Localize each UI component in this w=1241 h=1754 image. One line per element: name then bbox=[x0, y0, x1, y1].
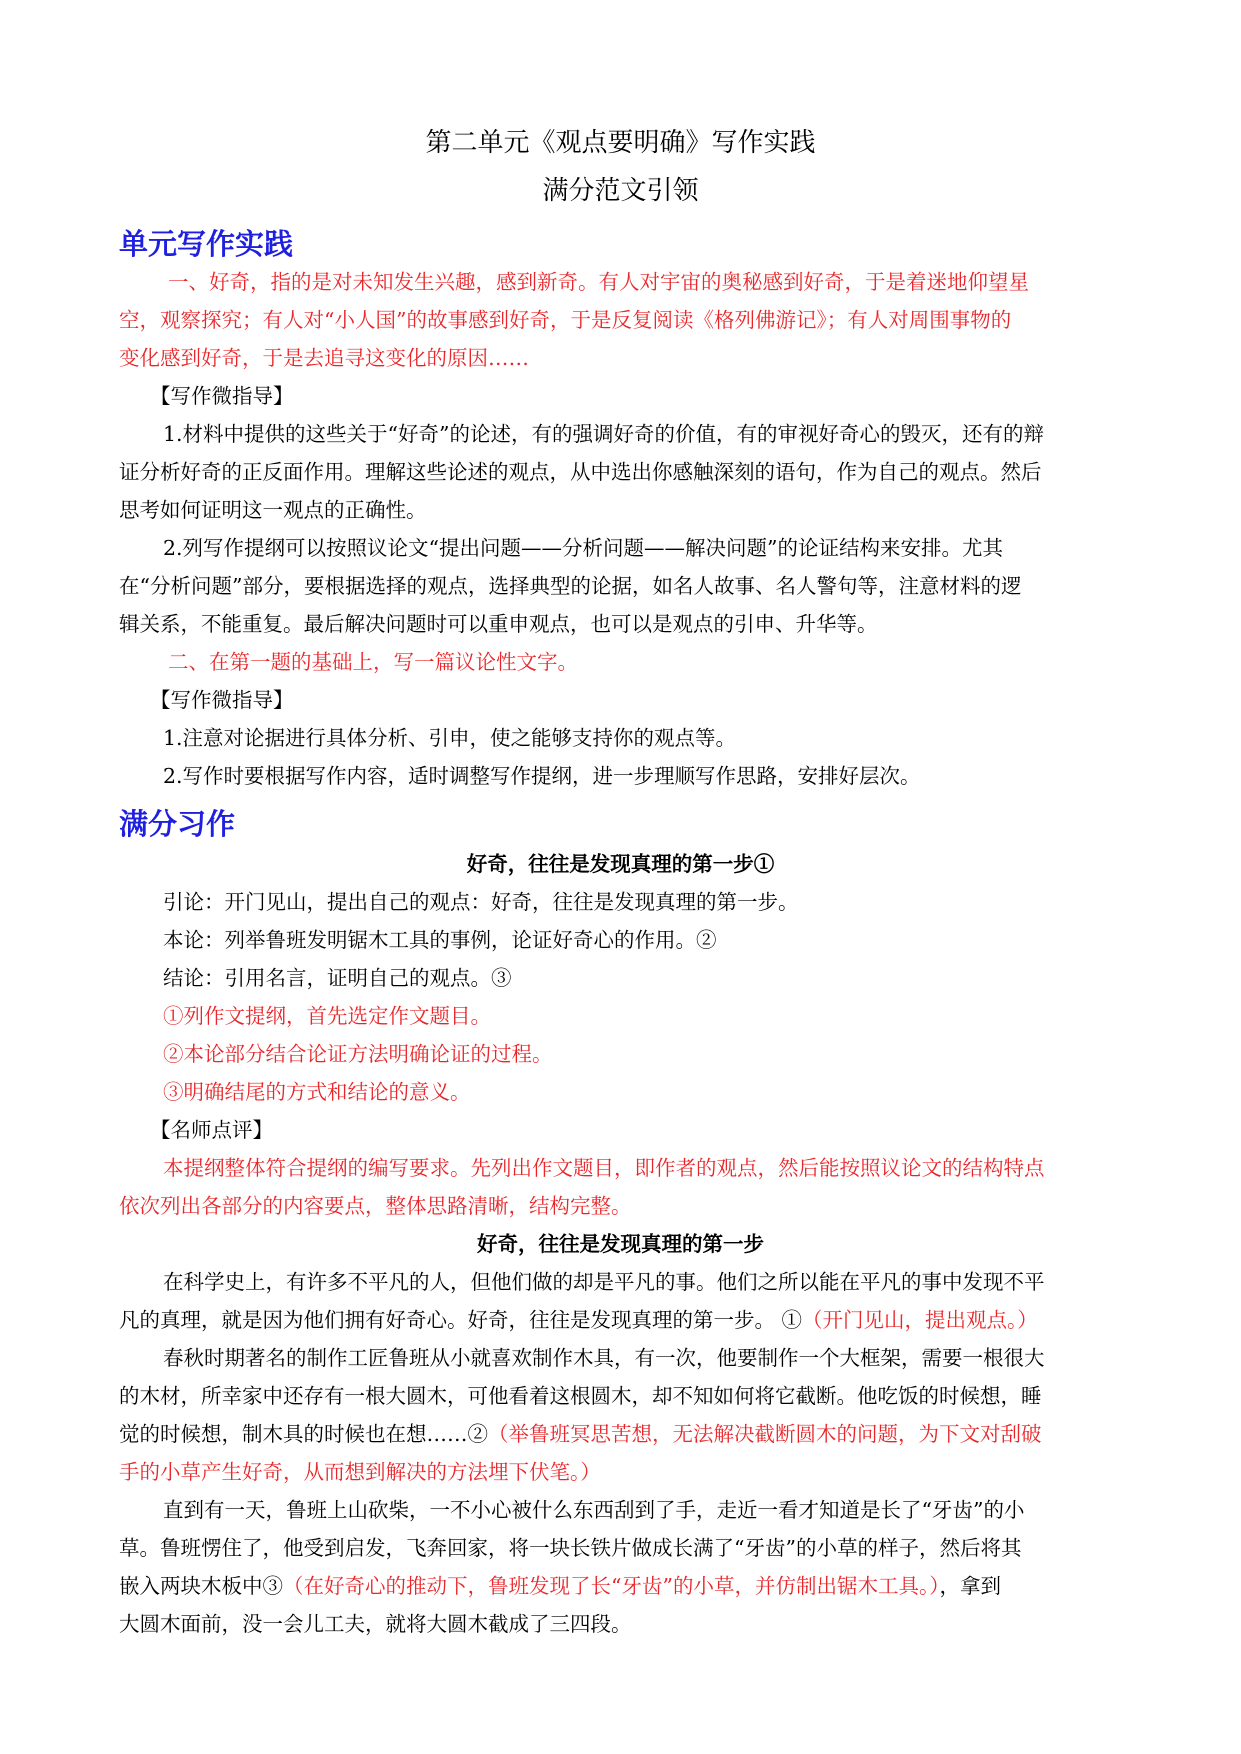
essay-line: 大圆木面前，没一会儿工夫，就将大圆木截成了三四段。 bbox=[119, 1612, 632, 1636]
guide-label: 【写作微指导】 bbox=[150, 384, 294, 408]
guide-line: 1.注意对论据进行具体分析、引申，使之能够支持你的观点等。 bbox=[163, 726, 737, 750]
guide-label: 【写作微指导】 bbox=[150, 688, 294, 712]
essay-line bbox=[119, 1576, 1001, 1597]
outline-line: 本论：列举鲁班发明锯木工具的事例，论证好奇心的作用。② bbox=[163, 928, 717, 952]
essay-line bbox=[119, 1310, 1038, 1331]
section-heading-practice: 单元写作实践 bbox=[119, 227, 294, 261]
essay-text: ，拿到 bbox=[939, 1574, 1001, 1598]
guide-line: 2.列写作提纲可以按照议论文“提出问题——分析问题——解决问题”的论证结构来安排。尤其 bbox=[163, 536, 1004, 560]
outline-line: 结论：引用名言，证明自己的观点。③ bbox=[163, 966, 512, 990]
essay-annotation: （在好奇心的推动下，鲁班发现了长“牙齿”的小草，并仿制出锯木工具。） bbox=[283, 1574, 940, 1598]
task1-line: 空，观察探究；有人对“小人国”的故事感到好奇，于是反复阅读《格列佛游记》；有人对周围事物的 bbox=[119, 308, 1012, 332]
essay-line: 直到有一天，鲁班上山砍柴，一不小心被什么东西刮到了手，走近一看才知道是长了“牙齿”的小 bbox=[163, 1498, 1025, 1522]
task1-line: 变化感到好奇，于是去追寻这变化的原因…… bbox=[119, 346, 529, 370]
guide-line: 辑关系，不能重复。最后解决问题时可以重申观点，也可以是观点的引申、升华等。 bbox=[119, 612, 878, 636]
guide-line: 思考如何证明这一观点的正确性。 bbox=[119, 498, 427, 522]
comment-line: 依次列出各部分的内容要点，整体思路清晰，结构完整。 bbox=[119, 1194, 632, 1218]
guide-line: 1.材料中提供的这些关于“好奇”的论述，有的强调好奇的价值，有的审视好奇心的毁灭，还有的辩 bbox=[163, 422, 1045, 446]
essay-line: 草。鲁班愣住了，他受到启发，飞奔回家，将一块长铁片做成长满了“牙齿”的小草的样子，然后将其 bbox=[119, 1536, 1022, 1560]
essay-line: 在科学史上，有许多不平凡的人，但他们做的却是平凡的事。他们之所以能在平凡的事中发现不平 bbox=[163, 1270, 1045, 1294]
guide-line: 2.写作时要根据写作内容，适时调整写作提纲，进一步理顺写作思路，安排好层次。 bbox=[163, 764, 921, 788]
essay-line: 春秋时期著名的制作工匠鲁班从小就喜欢制作木具，有一次，他要制作一个大框架，需要一根很大 bbox=[163, 1346, 1045, 1370]
task1-line: 一、好奇，指的是对未知发生兴趣，感到新奇。有人对宇宙的奥秘感到好奇，于是着迷地仰望星 bbox=[168, 270, 1029, 294]
outline-title: 好奇，往往是发现真理的第一步① bbox=[466, 852, 775, 876]
guide-line: 证分析好奇的正反面作用。理解这些论述的观点，从中选出你感触深刻的语句，作为自己的观点。然后 bbox=[119, 460, 1042, 484]
essay-text: 凡的真理，就是因为他们拥有好奇心。好奇，往往是发现真理的第一步。 ① bbox=[119, 1308, 803, 1332]
task2-line: 二、在第一题的基础上，写一篇议论性文字。 bbox=[168, 650, 578, 674]
outline-note: ②本论部分结合论证方法明确论证的过程。 bbox=[163, 1042, 553, 1066]
essay-annotation: 手的小草产生好奇，从而想到解决的方法埋下伏笔。） bbox=[119, 1460, 601, 1484]
outline-line: 引论：开门见山，提出自己的观点：好奇，往往是发现真理的第一步。 bbox=[163, 890, 799, 914]
essay-title: 好奇，往往是发现真理的第一步 bbox=[477, 1232, 764, 1256]
outline-note: ①列作文提纲，首先选定作文题目。 bbox=[163, 1004, 491, 1028]
outline-note: ③明确结尾的方式和结论的意义。 bbox=[163, 1080, 471, 1104]
essay-line: 的木材，所幸家中还存有一根大圆木，可他看着这根圆木，却不知如何将它截断。他吃饭的时候想，睡 bbox=[119, 1384, 1042, 1408]
document-title: 第二单元《观点要明确》写作实践 bbox=[425, 128, 816, 158]
guide-line: 在“分析问题”部分，要根据选择的观点，选择典型的论据，如名人故事、名人警句等，注意材料的逻 bbox=[119, 574, 1022, 598]
essay-line bbox=[119, 1424, 1042, 1445]
essay-text: 觉的时候想，制木具的时候也在想……② bbox=[119, 1422, 488, 1446]
essay-annotation: （举鲁班冥思苦想，无法解决截断圆木的问题，为下文对刮破 bbox=[488, 1422, 1042, 1446]
comment-label: 【名师点评】 bbox=[150, 1118, 273, 1142]
comment-line: 本提纲整体符合提纲的编写要求。先列出作文题目，即作者的观点，然后能按照议论文的结构特点 bbox=[163, 1156, 1045, 1180]
section-heading-essay: 满分习作 bbox=[119, 807, 236, 841]
document-subtitle: 满分范文引领 bbox=[542, 176, 699, 206]
essay-text: 嵌入两块木板中③ bbox=[119, 1574, 283, 1598]
essay-annotation: （开门见山，提出观点。） bbox=[802, 1308, 1038, 1332]
